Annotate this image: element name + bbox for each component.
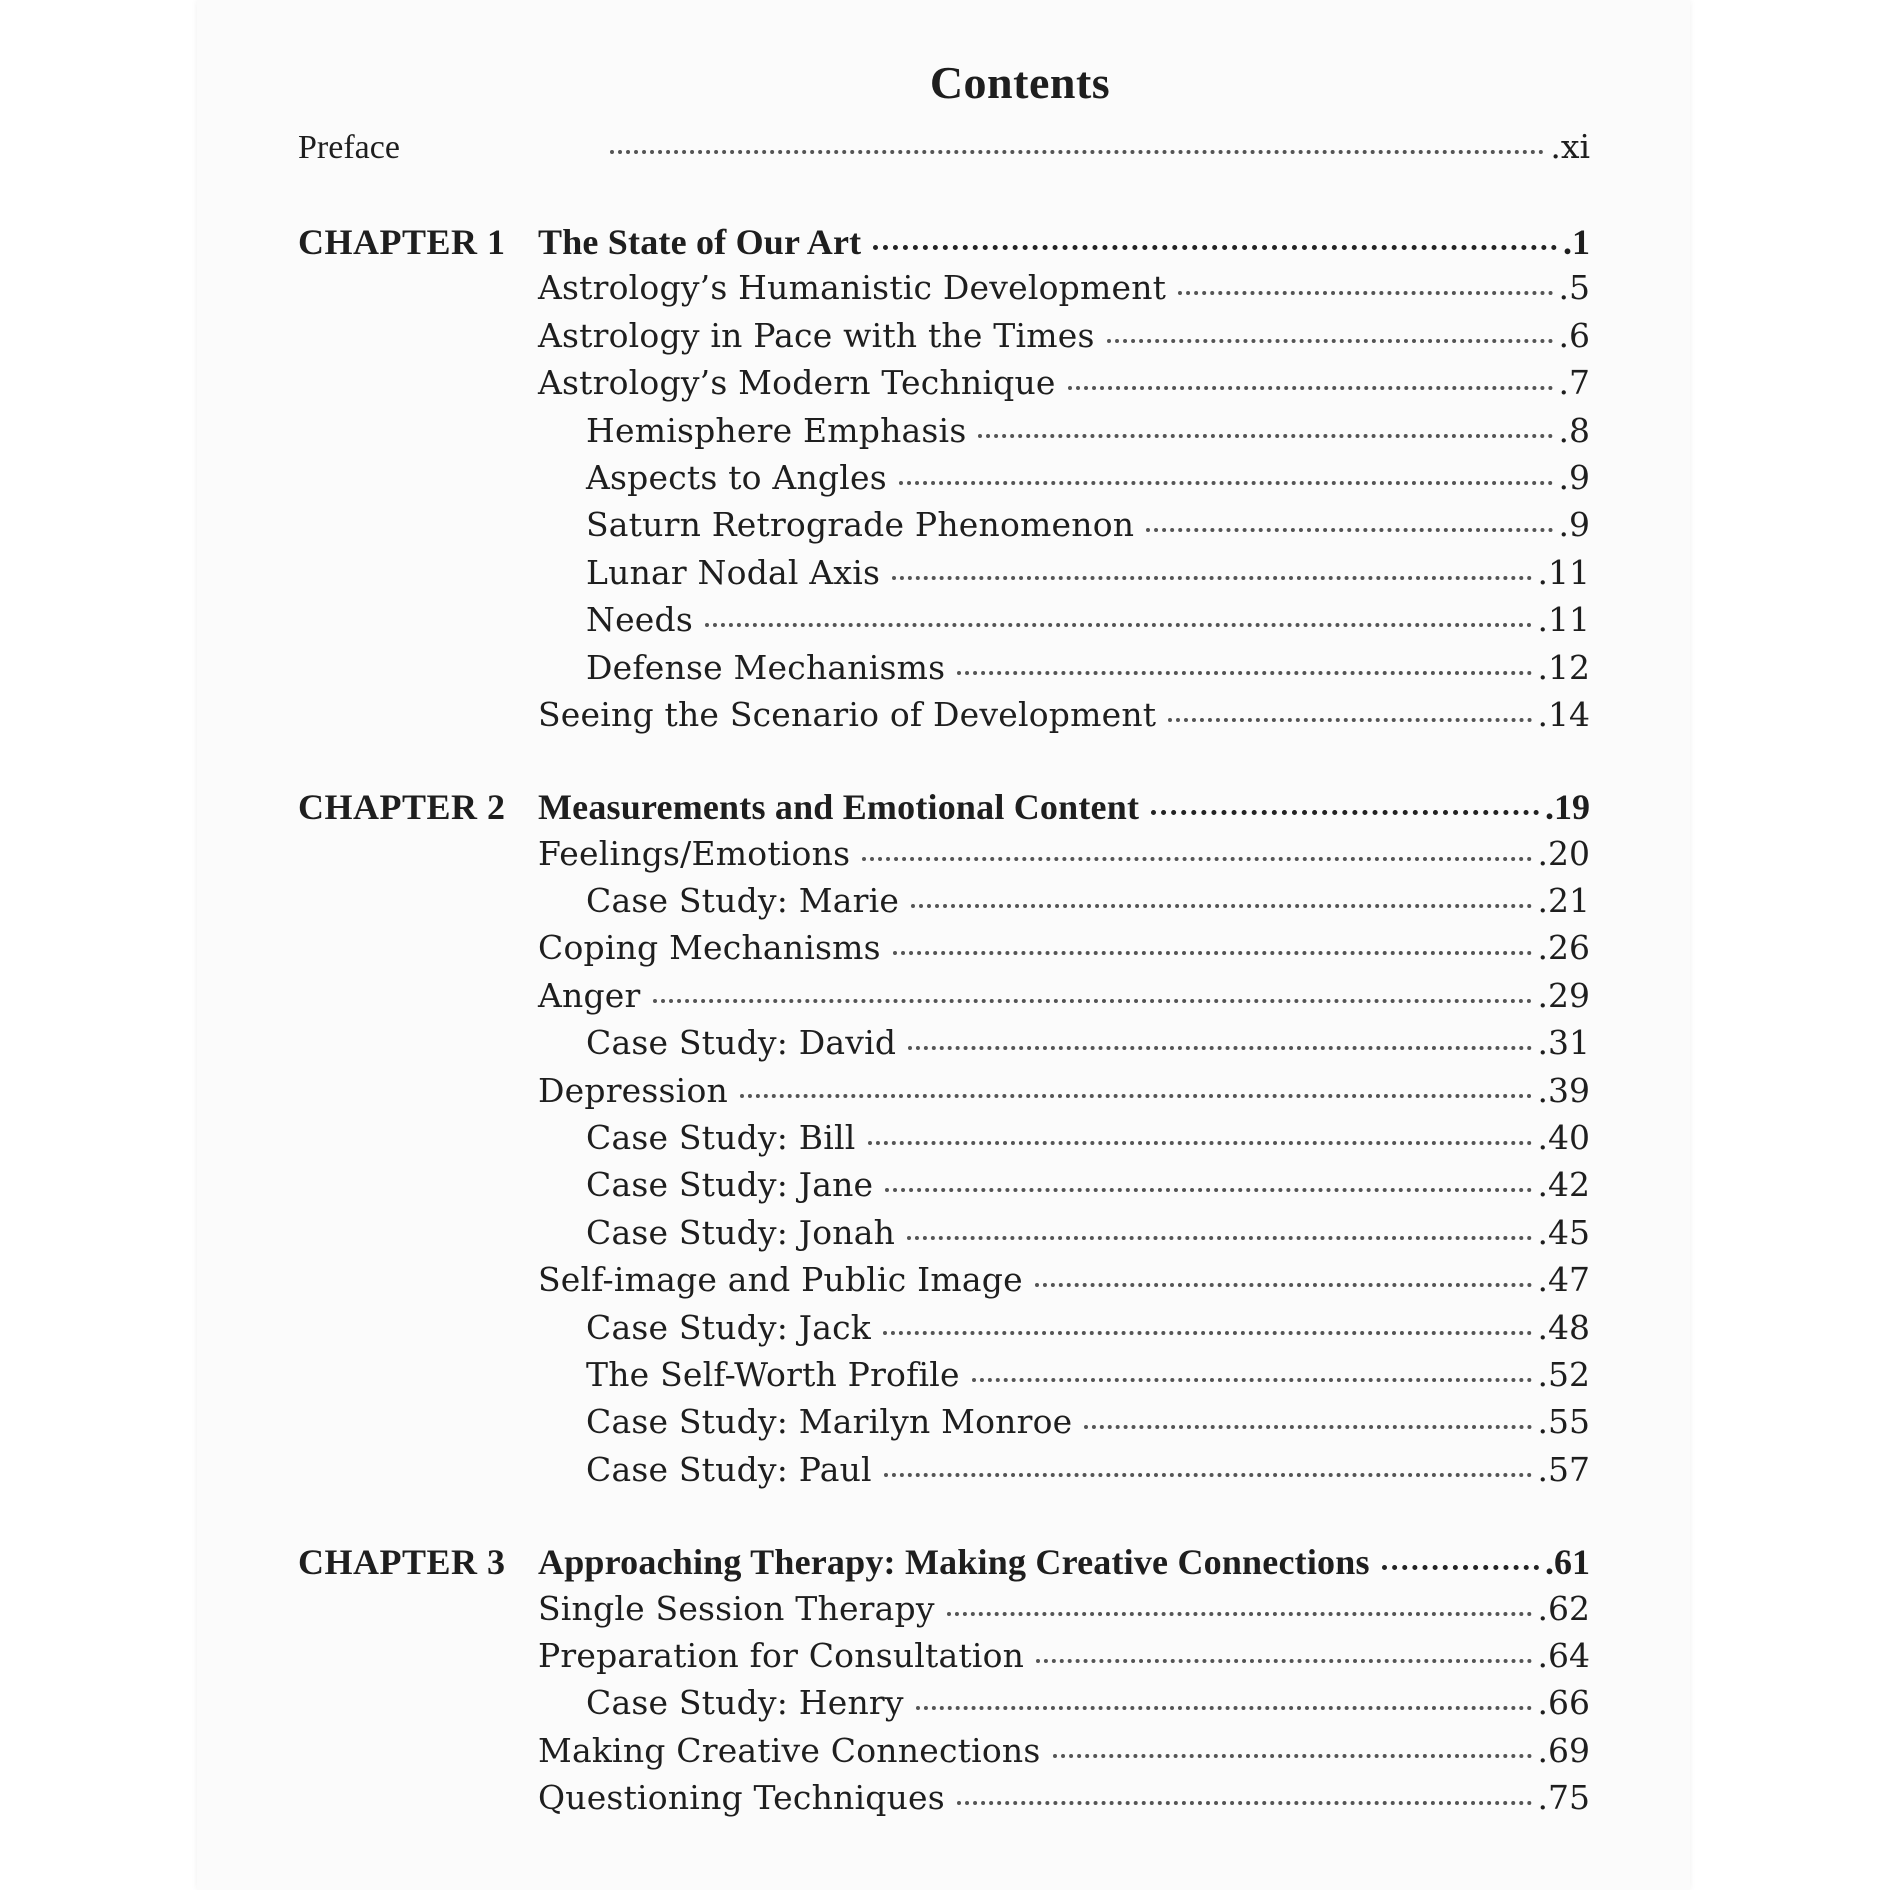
entry-title: Preparation for Consultation [538,1635,1025,1675]
entry-title: Lunar Nodal Axis [586,552,881,592]
toc-entry-row [298,1071,1590,1118]
toc-subentry-row [298,553,1590,600]
page-number: .61 [1545,1542,1590,1583]
entry-title: Depression [538,1070,728,1110]
page-number: .66 [1537,1683,1590,1723]
leader-dots [1168,718,1531,722]
leader-dots [884,1473,1532,1477]
toc-subentry-row [298,1402,1590,1449]
toc-subentry-row [298,1165,1590,1212]
toc-preface-row [298,127,1590,179]
leader-dots [1146,528,1552,532]
page-number: .48 [1537,1307,1590,1347]
toc-subentry-row [298,1683,1590,1730]
leader-dots [1084,1425,1531,1429]
leader-dots [957,671,1531,675]
page-number: .xi [1550,127,1590,166]
toc-subentry-row [298,411,1590,458]
page-number: .11 [1537,552,1590,592]
toc-subentry-row [298,1450,1590,1497]
leader-dots [883,1331,1532,1335]
page-number: .9 [1558,457,1590,497]
toc-entry-row [298,834,1590,881]
chapter-label: CHAPTER 3 [298,1542,506,1583]
leader-dots [916,1706,1532,1710]
page-number: .11 [1537,600,1590,640]
entry-title: Coping Mechanisms [538,928,881,968]
page-number: .9 [1558,505,1590,545]
page-number: .39 [1537,1070,1590,1110]
page-number: .31 [1537,1023,1590,1063]
toc-subentry-row [298,1213,1590,1260]
leader-dots [610,150,1544,154]
leader-dots [947,1612,1532,1616]
toc-chapter-row [298,221,1590,268]
leader-dots [972,1378,1532,1382]
leader-dots [893,951,1532,955]
toc-entry-row [298,316,1590,363]
entry-title: Self-image and Public Image [538,1260,1023,1300]
chapter-list [298,221,1590,1826]
leader-dots [1178,291,1552,295]
toc-entry-row [298,1731,1590,1778]
page-number: .55 [1537,1402,1590,1442]
toc-subentry-row [298,648,1590,695]
toc-subentry-row [298,1355,1590,1402]
page-number: .20 [1537,833,1590,873]
entry-title: Hemisphere Emphasis [586,410,967,450]
page-number: .14 [1537,694,1590,734]
leader-dots [892,576,1531,580]
toc-entry-row [298,928,1590,975]
entry-title: Case Study: Jane [586,1165,874,1205]
table-of-contents [298,56,1590,1826]
page-number: .62 [1537,1588,1590,1628]
entry-title: Case Study: Marilyn Monroe [586,1402,1073,1442]
page-number: .45 [1537,1212,1590,1252]
page-number: .52 [1537,1354,1590,1394]
page-number: .5 [1558,268,1590,308]
leader-dots [653,999,1532,1003]
entry-title: Needs [586,600,693,640]
toc-chapter-row [298,1541,1590,1588]
toc-subentry-row [298,600,1590,647]
leader-dots [1053,1754,1532,1758]
page-number: .69 [1537,1730,1590,1770]
preface-label: Preface [298,129,400,166]
page-number: .26 [1537,928,1590,968]
leader-dots [705,623,1532,627]
chapter-label: CHAPTER 1 [298,222,506,262]
toc-subentry-row [298,505,1590,552]
entry-title: Making Creative Connections [538,1730,1041,1770]
toc-chapter-row [298,786,1590,833]
toc-entry-row [298,1589,1590,1636]
chapter-title: Approaching Therapy: Making Creative Connections [538,1542,1370,1583]
entry-title: Case Study: Jonah [586,1212,896,1252]
page-number: .19 [1545,787,1590,828]
leader-dots [1036,1659,1531,1663]
entry-title: Saturn Retrograde Phenomenon [586,505,1135,545]
toc-entry-row [298,363,1590,410]
entry-title: Astrology’s Humanistic Development [538,268,1167,308]
page-title: Contents [929,57,1111,108]
leader-dots [885,1188,1531,1192]
page-number: .29 [1537,975,1590,1015]
toc-entry-row [298,1778,1590,1825]
entry-title: Case Study: Paul [586,1449,872,1489]
entry-title: Defense Mechanisms [586,647,946,687]
page-number: .40 [1537,1118,1590,1158]
entry-title: Aspects to Angles [586,457,887,497]
leader-dots [1068,386,1553,390]
page-number: .6 [1558,315,1590,355]
page-number: .42 [1537,1165,1590,1205]
leader-dots [1035,1283,1532,1287]
leader-dots [873,245,1557,250]
leader-dots [1151,810,1539,815]
entry-title: Single Session Therapy [538,1588,935,1628]
toc-subentry-row [298,881,1590,928]
toc-entry-row [298,1260,1590,1307]
page-number: .47 [1537,1260,1590,1300]
page-number: .12 [1537,647,1590,687]
toc-entry-row [298,1636,1590,1683]
toc-subentry-row [298,1308,1590,1355]
entry-title: Astrology’s Modern Technique [538,363,1056,403]
entry-title: Seeing the Scenario of Development [538,694,1157,734]
leader-dots [1382,1565,1539,1570]
chapter-label: CHAPTER 2 [298,787,506,828]
leader-dots [862,857,1531,861]
toc-entry-row [298,976,1590,1023]
page-number: .1 [1563,222,1590,262]
entry-title: Case Study: Marie [586,881,900,921]
leader-dots [908,1046,1531,1050]
chapter-title: Measurements and Emotional Content [538,787,1140,828]
leader-dots [1107,339,1553,343]
leader-dots [868,1141,1532,1145]
entry-title: Case Study: Henry [586,1683,904,1723]
leader-dots [978,434,1552,438]
entry-title: Anger [538,975,641,1015]
leader-dots [911,904,1531,908]
entry-title: The Self-Worth Profile [586,1354,960,1394]
entry-title: Case Study: David [586,1023,897,1063]
page-number: .21 [1537,881,1590,921]
toc-subentry-row [298,458,1590,505]
entry-title: Case Study: Bill [586,1118,856,1158]
toc-entry-row [298,268,1590,315]
page-number: .7 [1558,363,1590,403]
toc-subentry-row [298,1023,1590,1070]
entry-title: Case Study: Jack [586,1307,871,1347]
leader-dots [899,481,1553,485]
page-number: .75 [1537,1778,1590,1818]
toc-subentry-row [298,1118,1590,1165]
entry-title: Feelings/Emotions [538,833,851,873]
leader-dots [957,1801,1532,1805]
leader-dots [740,1094,1532,1098]
page-number: .64 [1537,1635,1590,1675]
page-number: .8 [1558,410,1590,450]
entry-title: Astrology in Pace with the Times [538,315,1095,355]
leader-dots [907,1236,1531,1240]
page-number: .57 [1537,1449,1590,1489]
toc-entry-row [298,695,1590,742]
chapter-title: The State of Our Art [538,222,862,262]
entry-title: Questioning Techniques [538,1778,945,1818]
